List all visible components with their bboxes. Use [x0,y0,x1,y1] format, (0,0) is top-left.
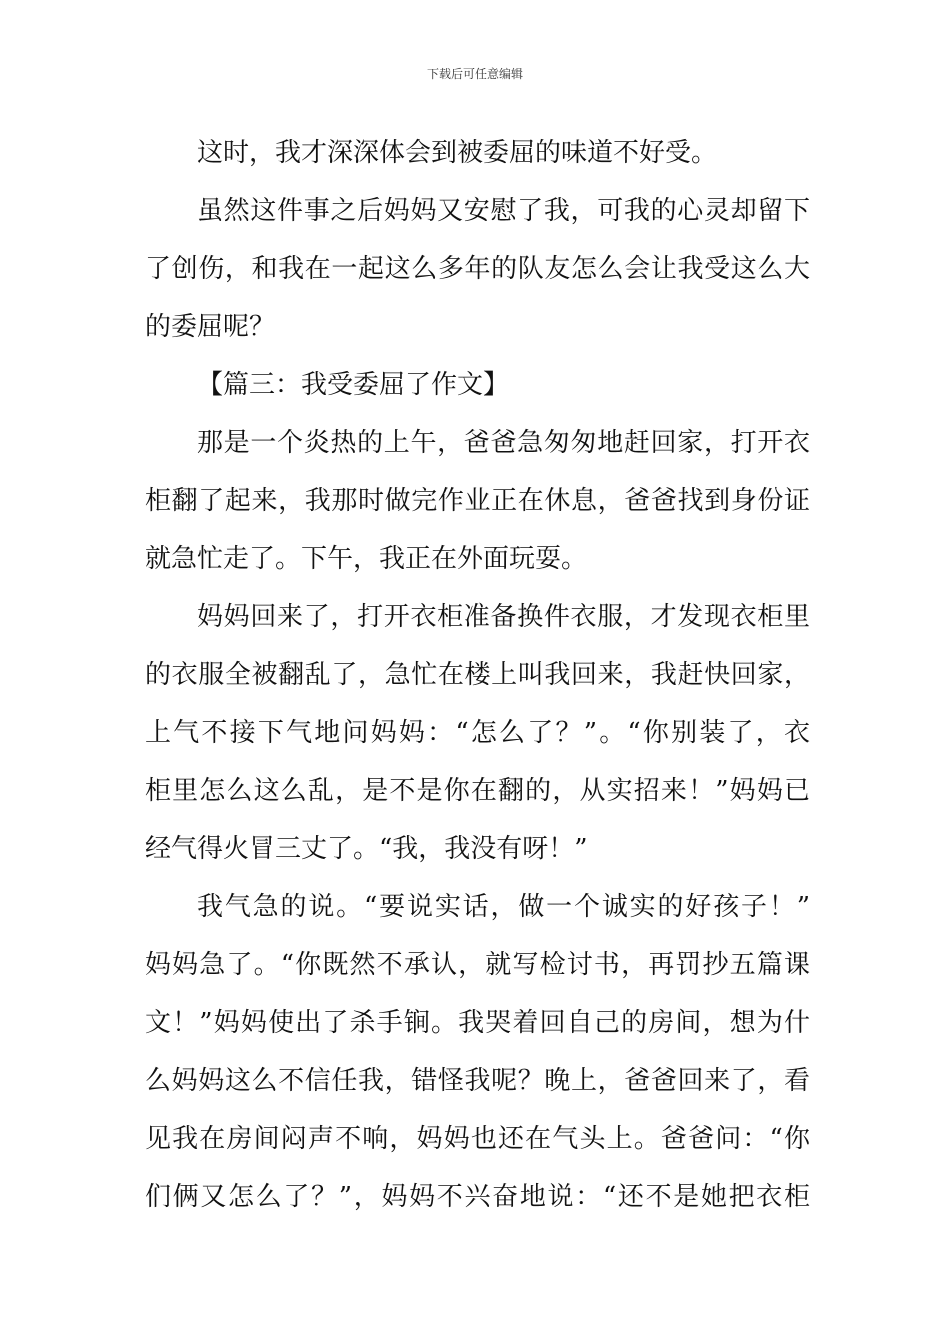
text-line: 虽然这件事之后妈妈又安慰了我，可我的心灵却留下 [197,196,810,226]
text-line: 柜里怎么这么乱，是不是你在翻的，从实招来！”妈妈已 [145,776,810,806]
document-body [145,124,810,1226]
text-line: 妈妈急了。“你既然不承认，就写检讨书，再罚抄五篇课 [145,950,810,980]
text-line: 就急忙走了。下午，我正在外面玩耍。 [145,544,588,574]
text-line: 妈妈回来了，打开衣柜准备换件衣服，才发现衣柜里 [197,602,810,632]
section-heading: 【篇三：我受委屈了作文】 [197,370,510,400]
text-line: 上气不接下气地问妈妈：“怎么了？”。“你别装了，衣 [145,718,810,748]
text-line: 见我在房间闷声不响，妈妈也还在气头上。爸爸问：“你 [145,1124,810,1154]
text-line: 我气急的说。“要说实话，做一个诚实的好孩子！” [197,892,810,922]
text-line: 文！”妈妈使出了杀手锏。我哭着回自己的房间，想为什 [145,1008,810,1038]
text-line: 这时，我才深深体会到被委屈的味道不好受。 [197,138,718,168]
text-line: 经气得火冒三丈了。“我，我没有呀！” [145,834,588,864]
text-line: 么妈妈这么不信任我，错怪我呢？晚上，爸爸回来了，看 [145,1066,810,1096]
text-line: 的衣服全被翻乱了，急忙在楼上叫我回来，我赶快回家， [145,660,810,690]
text-line: 那是一个炎热的上午，爸爸急匆匆地赶回家，打开衣 [197,428,810,458]
text-line: 们俩又怎么了？”，妈妈不兴奋地说：“还不是她把衣柜 [145,1182,810,1212]
text-line: 的委屈呢？ [145,312,276,342]
text-line: 柜翻了起来，我那时做完作业正在休息，爸爸找到身份证 [145,486,810,516]
text-line: 了创伤，和我在一起这么多年的队友怎么会让我受这么大 [145,254,810,284]
page-header: 下载后可任意编辑 [426,67,523,81]
